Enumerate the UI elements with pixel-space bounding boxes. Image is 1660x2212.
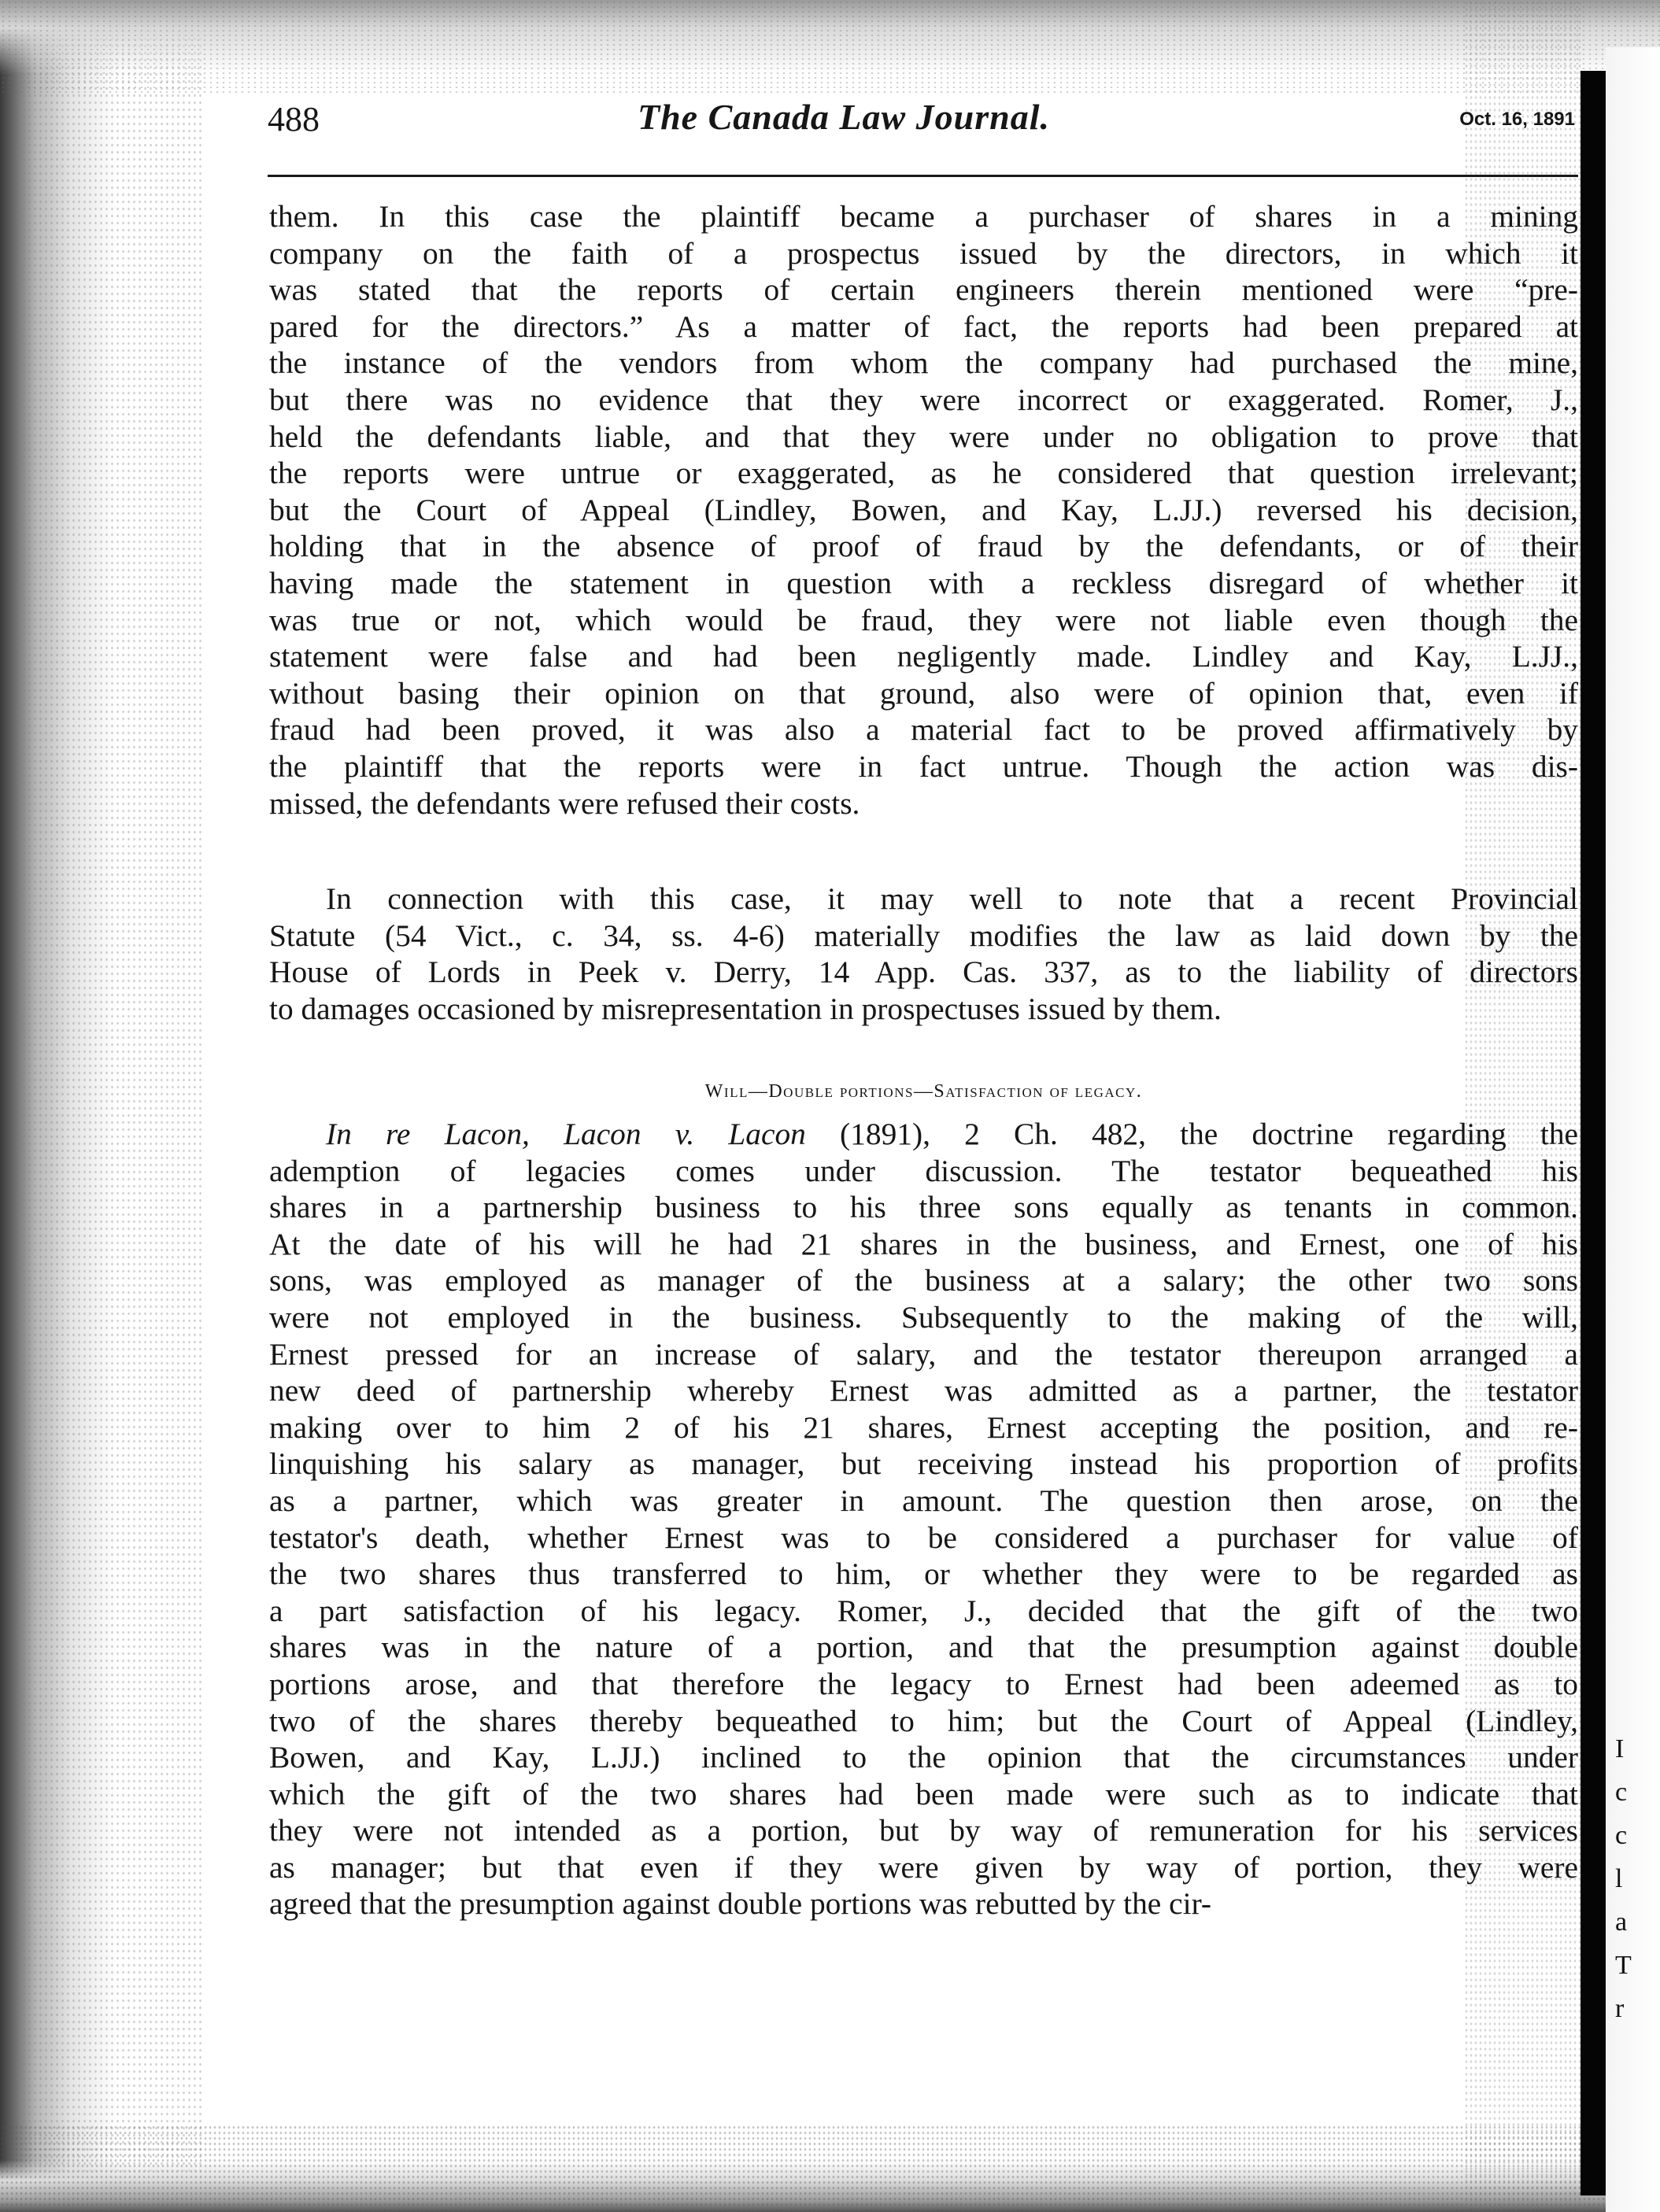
paragraph-3-line: two of the shares thereby bequeathed to him; but the Court of Appeal (Lindley, bbox=[269, 1703, 1578, 1738]
page-header bbox=[268, 93, 1578, 156]
paragraph-1-line: them. In this case the plaintiff became a purchaser of shares in a mining bbox=[269, 199, 1578, 234]
page-number: 488 bbox=[268, 100, 320, 138]
paragraph-1-line: was stated that the reports of certain engineers therein mentioned were “pre- bbox=[269, 272, 1578, 308]
paragraph-3-line: new deed of partnership whereby Ernest was admitted as a partner, the testator bbox=[269, 1373, 1578, 1409]
next-page-margin-letters bbox=[1615, 1727, 1647, 2030]
paragraph-1-line: missed, the defendants were refused their costs. bbox=[269, 785, 860, 821]
margin-letter: l bbox=[1615, 1864, 1623, 1893]
paragraph-1-line: company on the faith of a prospectus issued by the directors, in which it bbox=[269, 235, 1578, 271]
paragraph-3-line: making over to him 2 of his 21 shares, Ernest accepting the position, and re- bbox=[269, 1409, 1578, 1445]
paragraph-3-line: At the date of his will he had 21 shares in the business, and Ernest, one of his bbox=[269, 1226, 1578, 1261]
paragraph-3-line: sons, was employed as manager of the business at a salary; the other two sons bbox=[269, 1263, 1578, 1298]
margin-letter: T bbox=[1615, 1951, 1632, 1980]
paragraph-3-line: shares was in the nature of a portion, and that the presumption against double bbox=[269, 1630, 1578, 1665]
journal-title: The Canada Law Journal. bbox=[638, 97, 1050, 137]
paragraph-1-line: the reports were untrue or exaggerated, as he considered that question irrelevant; bbox=[269, 456, 1578, 491]
paragraph-3-line: Bowen, and Kay, L.JJ.) inclined to the opinion that the circumstances under bbox=[269, 1740, 1578, 1775]
scan-top-noise bbox=[0, 0, 1660, 94]
paragraph-2-line: Statute (54 Vict., c. 34, ss. 4-6) materially modifies the law as laid down by the bbox=[269, 918, 1578, 953]
paragraph-3-first-line bbox=[269, 1116, 1578, 1153]
paragraph-3-line: as manager; but that even if they were given by way of portion, they were bbox=[269, 1849, 1578, 1885]
paragraph-3-line: were not employed in the business. Subsequently to the making of the will, bbox=[269, 1299, 1578, 1335]
paragraph-1-line: fraud had been proved, it was also a material fact to be proved affirmatively by bbox=[269, 712, 1578, 748]
margin-letter: a bbox=[1615, 1907, 1628, 1937]
paragraph-2-line: House of Lords in Peek v. Derry, 14 App. Cas. 337, as to the liability of directors bbox=[269, 955, 1578, 990]
paragraph-1-line: held the defendants liable, and that they were under no obligation to prove that bbox=[269, 419, 1578, 454]
paragraph-3-line-0: (1891), 2 Ch. 482, the doctrine regarding the bbox=[805, 1117, 1578, 1151]
margin-letter: I bbox=[1615, 1734, 1625, 1763]
paragraph-3-line: portions arose, and that therefore the legacy to Ernest had been adeemed as to bbox=[269, 1666, 1578, 1701]
paragraph-3-line: which the gift of the two shares had been made were such as to indicate that bbox=[269, 1776, 1578, 1811]
paragraph-3-line: the two shares thus transferred to him, or whether they were to be regarded as bbox=[269, 1557, 1578, 1592]
paragraph-3-line: a part satisfaction of his legacy. Romer, J., decided that the gift of the two bbox=[269, 1593, 1578, 1628]
paragraph-1-line: statement were false and had been negligently made. Lindley and Kay, L.JJ., bbox=[269, 639, 1578, 674]
case-citation: In re Lacon, Lacon v. Lacon bbox=[326, 1117, 806, 1151]
paragraph-1-line: the plaintiff that the reports were in fact untrue. Though the action was dis- bbox=[269, 748, 1578, 784]
scan-right-black-band bbox=[1581, 71, 1606, 2195]
paragraph-1-line: but there was no evidence that they were incorrect or exaggerated. Romer, J., bbox=[269, 382, 1578, 417]
paragraph-3-line: they were not intended as a portion, but by way of remuneration for his services bbox=[269, 1813, 1578, 1848]
paragraph-2-line: to damages occasioned by misrepresentation in prospectuses issued by them. bbox=[269, 991, 1222, 1026]
issue-date: Oct. 16, 1891 bbox=[1459, 109, 1575, 130]
paragraph-3-line: testator's death, whether Ernest was to be considered a purchaser for value of bbox=[269, 1520, 1578, 1555]
paragraph-1-line: without basing their opinion on that ground, also were of opinion that, even if bbox=[269, 675, 1578, 711]
paragraph-1-line: holding that in the absence of proof of fraud by the defendants, or of their bbox=[269, 529, 1578, 564]
paragraph-1-line: but the Court of Appeal (Lindley, Bowen, and Kay, L.JJ.) reversed his decision, bbox=[269, 492, 1578, 527]
margin-letter: r bbox=[1615, 1994, 1625, 2023]
paragraph-3-line: as a partner, which was greater in amount. The question then arose, on the bbox=[269, 1483, 1578, 1518]
scan-left-noise bbox=[16, 0, 205, 2212]
paragraph-2-line: In connection with this case, it may well to note that a recent Provincial bbox=[326, 881, 1578, 916]
paragraph-1 bbox=[269, 198, 1578, 822]
paragraph-3-line: agreed that the presumption against double portions was rebutted by the cir- bbox=[269, 1886, 1212, 1922]
paragraph-3-line: shares in a partnership business to his three sons equally as tenants in common. bbox=[269, 1190, 1578, 1225]
section-heading bbox=[269, 1081, 1578, 1102]
paragraph-3 bbox=[269, 1116, 1578, 1922]
paragraph-1-line: having made the statement in question with a reckless disregard of whether it bbox=[269, 565, 1578, 600]
margin-letter: c bbox=[1615, 1821, 1628, 1850]
paragraph-1-line: the instance of the vendors from whom the company had purchased the mine, bbox=[269, 345, 1578, 381]
paragraph-3-line: linquishing his salary as manager, but receiving instead his proportion of profits bbox=[269, 1446, 1578, 1482]
scan-bottom-noise bbox=[0, 2125, 1660, 2212]
header-rule bbox=[268, 175, 1578, 177]
paragraph-1-line: pared for the directors.” As a matter of fact, the reports had been prepared at bbox=[269, 308, 1578, 344]
paragraph-3-line: Ernest pressed for an increase of salary, and the testator thereupon arranged a bbox=[269, 1336, 1578, 1372]
margin-letter: c bbox=[1615, 1778, 1628, 1807]
section-heading-text: Will—Double portions—Satisfaction of legacy. bbox=[704, 1081, 1143, 1102]
paragraph-1-line: was true or not, which would be fraud, they were not liable even though the bbox=[269, 602, 1578, 637]
paragraph-3-line: ademption of legacies comes under discussion. The testator bequeathed his bbox=[269, 1153, 1578, 1188]
paragraph-2 bbox=[269, 881, 1578, 1027]
